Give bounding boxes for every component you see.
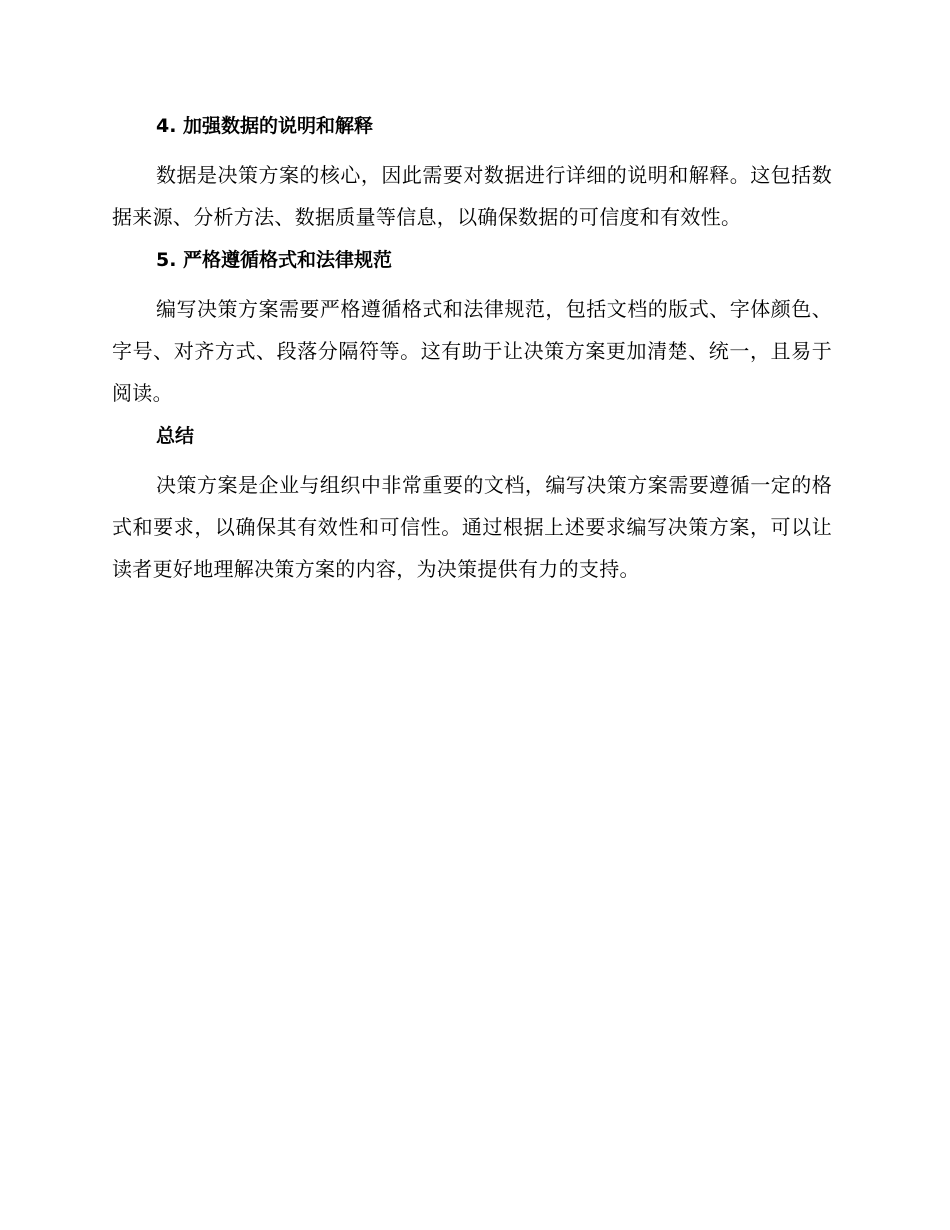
document-body	[112, 110, 832, 596]
section-data-explanation	[112, 110, 832, 238]
section-paragraph: 决策方案是企业与组织中非常重要的文档，编写决策方案需要遵循一定的格式和要求，以确保其有效性和可信性。通过根据上述要求编写决策方案，可以让读者更好地理解决策方案的内容，为决策提供有力的支持。	[112, 473, 832, 581]
section-paragraph: 编写决策方案需要严格遵循格式和法律规范，包括文档的版式、字体颜色、字号、对齐方式、段落分隔符等。这有助于让决策方案更加清楚、统一，且易于阅读。	[112, 297, 832, 405]
section-paragraph: 数据是决策方案的核心，因此需要对数据进行详细的说明和解释。这包括数据来源、分析方法、数据质量等信息，以确保数据的可信度和有效性。	[112, 163, 832, 229]
section-heading: 5. 严格遵循格式和法律规范	[156, 249, 393, 271]
section-heading: 4. 加强数据的说明和解释	[156, 115, 374, 137]
section-format-rules	[112, 244, 832, 414]
section-summary	[112, 420, 832, 590]
section-heading: 总结	[156, 425, 195, 447]
